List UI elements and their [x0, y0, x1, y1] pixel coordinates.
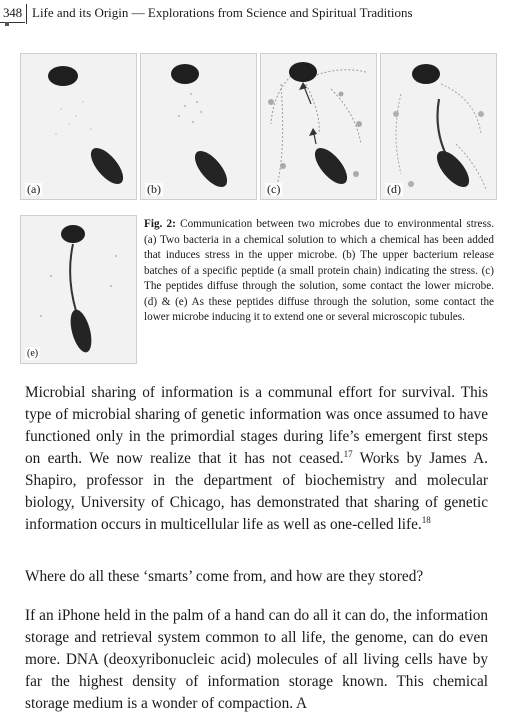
figure-caption: [144, 217, 494, 326]
figure-panel-b: [140, 53, 257, 200]
microbe-illustration-b: [141, 54, 256, 199]
lower-bacterium: [309, 143, 353, 190]
paragraph-3: If an iPhone held in the palm of a hand can do all it can do, the information storage and retrieval system common to all life, the genome, can do even more. DNA (deoxyribonucleic acid) molecules of all living cells have by far the highest density of information storage known. This chemical storage medium is a wonder of compaction. A: [25, 607, 488, 712]
figure-panel-a: [20, 53, 137, 200]
panel-label-a: (a): [27, 182, 41, 196]
paragraph-1-text-cont: Works by James A. Shapiro, professor in the department of biochemistry and molecular biology, University of Chicago, has demonstrated that sharing of genetic information occurs in multicellular life as well as one-celled life.: [25, 450, 488, 533]
upper-bacterium: [289, 62, 317, 82]
lower-bacterium: [67, 307, 96, 354]
lower-bacterium: [189, 146, 233, 193]
figure-panel-c: [260, 53, 377, 200]
lower-bacterium: [431, 146, 475, 193]
figure-panel-d: [380, 53, 497, 200]
figure-panel-e: [20, 215, 137, 364]
upper-bacterium: [171, 64, 199, 84]
panel-label-d: (d): [387, 182, 401, 196]
header-divider: [26, 4, 27, 24]
running-title: Life and its Origin — Explorations from Science and Spiritual Traditions: [32, 5, 413, 20]
caption-label: Fig. 2:: [144, 218, 176, 230]
paragraph-1: [25, 382, 488, 536]
reference-18: 18: [421, 514, 431, 525]
header-mark: [5, 22, 9, 26]
microbe-illustration-c: [261, 54, 376, 199]
microbe-illustration-a: [21, 54, 136, 199]
caption-text: Communication between two microbes due to environmental stress. (a) Two bacteria in a chemical solution to which a chemical has been added that induces stress in the upper microbe. (b) The upper bacterium release batches of a specific peptide (a small protein chain) indicating the stress. (c) The peptides diffuse through the solution, some contact the lower microbe. (d) & (e) As these peptides diffuse through the solution, some contact the lower microbe inducing it to extend one or several microscopic tubules.: [144, 218, 494, 323]
paragraph-2: Where do all these ‘smarts’ come from, and how are they stored?: [25, 568, 424, 585]
reference-17: 17: [343, 448, 353, 459]
upper-bacterium: [61, 225, 85, 243]
paragraph-1-text: Microbial sharing of information is a communal effort for survival. This type of microbial sharing of genetic information was once assumed to have functioned only in the primordial stages during life’s emergent first steps on earth. We now realize that it has not ceased.: [25, 384, 488, 467]
upper-bacterium: [48, 66, 78, 86]
panel-label-c: (c): [267, 182, 281, 196]
upper-bacterium: [412, 64, 440, 84]
microbe-illustration-e: [21, 216, 136, 363]
lower-bacterium: [85, 143, 129, 190]
microbe-illustration-d: [381, 54, 496, 199]
page-header: [0, 4, 512, 26]
panel-label-e: (e): [27, 348, 39, 359]
page-number: 348: [3, 5, 22, 20]
panel-label-b: (b): [147, 182, 161, 196]
tubule: [70, 244, 76, 311]
